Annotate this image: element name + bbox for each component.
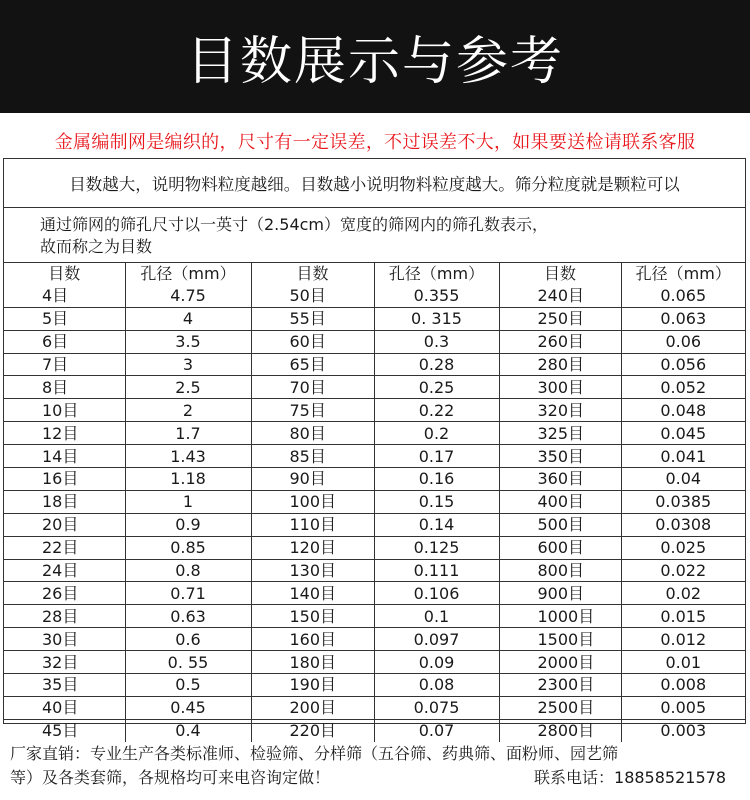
aperture-cell: 0.041	[621, 445, 745, 468]
mesh-count-cell: 100目	[251, 490, 374, 513]
aperture-cell: 0.008	[621, 674, 745, 697]
aperture-cell: 0.111	[374, 559, 499, 582]
mesh-count-cell: 14目	[4, 445, 125, 468]
aperture-cell: 1.7	[125, 422, 251, 445]
mesh-count-cell: 250目	[499, 307, 621, 330]
aperture-cell: 0.85	[125, 536, 251, 559]
table-row	[4, 376, 745, 399]
aperture-cell: 0.0385	[621, 490, 745, 513]
mesh-count-cell: 2000目	[499, 651, 621, 674]
aperture-cell: 0.2	[374, 422, 499, 445]
aperture-cell: 0.01	[621, 651, 745, 674]
footer-info	[10, 742, 742, 790]
mesh-count-cell: 240目	[499, 285, 621, 307]
mesh-size-grid	[4, 263, 745, 742]
table-row	[4, 307, 745, 330]
aperture-cell: 0.015	[621, 605, 745, 628]
aperture-cell: 2.5	[125, 376, 251, 399]
mesh-count-cell: 26目	[4, 582, 125, 605]
aperture-cell: 0.097	[374, 628, 499, 651]
mesh-count-cell: 60目	[251, 330, 374, 353]
mesh-count-cell: 160目	[251, 628, 374, 651]
mesh-count-cell: 20目	[4, 513, 125, 536]
aperture-cell: 0.16	[374, 468, 499, 491]
footer-line-2: 等）及各类套筛，各规格均可来电咨询定做！	[10, 768, 331, 787]
header-aperture: 孔径（mm）	[374, 263, 499, 285]
intro-line-2: 通过筛网的筛孔尺寸以一英寸（2.54cm）宽度的筛网内的筛孔数表示，	[40, 215, 549, 234]
mesh-count-cell: 200目	[251, 696, 374, 719]
mesh-count-cell: 22目	[4, 536, 125, 559]
aperture-cell: 1.43	[125, 445, 251, 468]
mesh-count-cell: 70目	[251, 376, 374, 399]
aperture-cell: 0.065	[621, 285, 745, 307]
aperture-cell: 3	[125, 353, 251, 376]
mesh-count-cell: 24目	[4, 559, 125, 582]
aperture-cell: 0. 315	[374, 307, 499, 330]
aperture-cell: 0.71	[125, 582, 251, 605]
table-row	[4, 719, 745, 741]
mesh-count-cell: 350目	[499, 445, 621, 468]
aperture-cell: 1.18	[125, 468, 251, 491]
table-row	[4, 651, 745, 674]
table-row	[4, 696, 745, 719]
header-mesh: 目数	[4, 263, 125, 285]
mesh-count-cell: 75目	[251, 399, 374, 422]
mesh-count-cell: 1500目	[499, 628, 621, 651]
aperture-cell: 0.14	[374, 513, 499, 536]
aperture-cell: 0.5	[125, 674, 251, 697]
table-row	[4, 605, 745, 628]
aperture-cell: 0.045	[621, 422, 745, 445]
aperture-cell: 0.07	[374, 719, 499, 741]
aperture-cell: 0.9	[125, 513, 251, 536]
table-row	[4, 674, 745, 697]
mesh-count-cell: 110目	[251, 513, 374, 536]
mesh-count-cell: 8目	[4, 376, 125, 399]
header-aperture: 孔径（mm）	[125, 263, 251, 285]
table-row	[4, 422, 745, 445]
table-row	[4, 559, 745, 582]
aperture-cell: 0.6	[125, 628, 251, 651]
aperture-cell: 3.5	[125, 330, 251, 353]
aperture-cell: 0.22	[374, 399, 499, 422]
error-tolerance-notice: 金属编制网是编织的，尺寸有一定误差，不过误差不大，如果要送检请联系客服	[54, 132, 696, 153]
mesh-reference-table	[3, 158, 746, 741]
table-row	[4, 582, 745, 605]
mesh-count-cell: 4目	[4, 285, 125, 307]
mesh-count-cell: 800目	[499, 559, 621, 582]
aperture-cell: 0.17	[374, 445, 499, 468]
aperture-cell: 0.25	[374, 376, 499, 399]
aperture-cell: 0. 55	[125, 651, 251, 674]
mesh-count-cell: 10目	[4, 399, 125, 422]
aperture-cell: 0.106	[374, 582, 499, 605]
aperture-cell: 0.09	[374, 651, 499, 674]
mesh-count-cell: 220目	[251, 719, 374, 741]
aperture-cell: 1	[125, 490, 251, 513]
table-row	[4, 468, 745, 491]
aperture-cell: 0.052	[621, 376, 745, 399]
mesh-count-cell: 12目	[4, 422, 125, 445]
aperture-cell: 0.4	[125, 719, 251, 741]
mesh-count-cell: 5目	[4, 307, 125, 330]
mesh-count-cell: 140目	[251, 582, 374, 605]
table-row	[4, 399, 745, 422]
mesh-count-cell: 150目	[251, 605, 374, 628]
table-row	[4, 285, 745, 307]
aperture-cell: 4	[125, 307, 251, 330]
aperture-cell: 4.75	[125, 285, 251, 307]
aperture-cell: 0.08	[374, 674, 499, 697]
mesh-count-cell: 300目	[499, 376, 621, 399]
aperture-cell: 0.8	[125, 559, 251, 582]
aperture-cell: 0.1	[374, 605, 499, 628]
mesh-count-cell: 45目	[4, 719, 125, 741]
table-row	[4, 353, 745, 376]
mesh-count-cell: 190目	[251, 674, 374, 697]
mesh-count-cell: 35目	[4, 674, 125, 697]
mesh-count-cell: 400目	[499, 490, 621, 513]
intro-line-1: 目数越大，说明物料粒度越细。目数越小说明物料粒度越大。筛分粒度就是颗粒可以	[4, 159, 745, 208]
table-row	[4, 628, 745, 651]
aperture-cell: 0.025	[621, 536, 745, 559]
mesh-count-cell: 325目	[499, 422, 621, 445]
mesh-count-cell: 120目	[251, 536, 374, 559]
aperture-cell: 0.28	[374, 353, 499, 376]
aperture-cell: 0.075	[374, 696, 499, 719]
aperture-cell: 2	[125, 399, 251, 422]
intro-line-3: 故而称之为目数	[40, 237, 153, 256]
page-title: 目数展示与参考	[185, 32, 564, 92]
mesh-count-cell: 28目	[4, 605, 125, 628]
aperture-cell: 0.15	[374, 490, 499, 513]
header-mesh: 目数	[251, 263, 374, 285]
mesh-count-cell: 32目	[4, 651, 125, 674]
mesh-count-cell: 180目	[251, 651, 374, 674]
intro-paragraph	[4, 208, 745, 263]
aperture-cell: 0.022	[621, 559, 745, 582]
mesh-count-cell: 85目	[251, 445, 374, 468]
table-row	[4, 513, 745, 536]
mesh-count-cell: 16目	[4, 468, 125, 491]
aperture-cell: 0.355	[374, 285, 499, 307]
mesh-count-cell: 80目	[251, 422, 374, 445]
mesh-count-cell: 2300目	[499, 674, 621, 697]
aperture-cell: 0.048	[621, 399, 745, 422]
mesh-count-cell: 18目	[4, 490, 125, 513]
mesh-count-cell: 500目	[499, 513, 621, 536]
mesh-count-cell: 360目	[499, 468, 621, 491]
mesh-count-cell: 30目	[4, 628, 125, 651]
aperture-cell: 0.06	[621, 330, 745, 353]
aperture-cell: 0.056	[621, 353, 745, 376]
aperture-cell: 0.005	[621, 696, 745, 719]
mesh-count-cell: 65目	[251, 353, 374, 376]
table-header-row	[4, 263, 745, 285]
mesh-count-cell: 260目	[499, 330, 621, 353]
aperture-cell: 0.0308	[621, 513, 745, 536]
mesh-count-cell: 2800目	[499, 719, 621, 741]
table-row	[4, 330, 745, 353]
header-banner	[0, 0, 750, 113]
aperture-cell: 0.063	[621, 307, 745, 330]
mesh-count-cell: 280目	[499, 353, 621, 376]
mesh-count-cell: 50目	[251, 285, 374, 307]
contact-phone: 联系电话：18858521578	[534, 768, 726, 787]
aperture-cell: 0.45	[125, 696, 251, 719]
table-row	[4, 490, 745, 513]
mesh-count-cell: 90目	[251, 468, 374, 491]
aperture-cell: 0.125	[374, 536, 499, 559]
aperture-cell: 0.02	[621, 582, 745, 605]
header-aperture: 孔径（mm）	[635, 264, 731, 284]
mesh-count-cell: 1000目	[499, 605, 621, 628]
table-row	[4, 536, 745, 559]
mesh-count-cell: 600目	[499, 536, 621, 559]
aperture-cell: 0.003	[660, 721, 707, 741]
mesh-count-cell: 55目	[251, 307, 374, 330]
mesh-count-cell: 6目	[4, 330, 125, 353]
header-mesh: 目数	[499, 263, 621, 285]
table-row	[4, 445, 745, 468]
mesh-count-cell: 130目	[251, 559, 374, 582]
mesh-count-cell: 320目	[499, 399, 621, 422]
aperture-cell: 0.012	[621, 628, 745, 651]
mesh-count-cell: 7目	[4, 353, 125, 376]
footer-line-1: 厂家直销：专业生产各类标准师、检验筛、分样筛（五谷筛、药典筛、面粉师、园艺筛	[10, 744, 619, 763]
aperture-cell: 0.3	[374, 330, 499, 353]
mesh-count-cell: 900目	[499, 582, 621, 605]
mesh-count-cell: 2500目	[499, 696, 621, 719]
mesh-count-cell: 40目	[4, 696, 125, 719]
aperture-cell: 0.04	[621, 468, 745, 491]
aperture-cell: 0.63	[125, 605, 251, 628]
